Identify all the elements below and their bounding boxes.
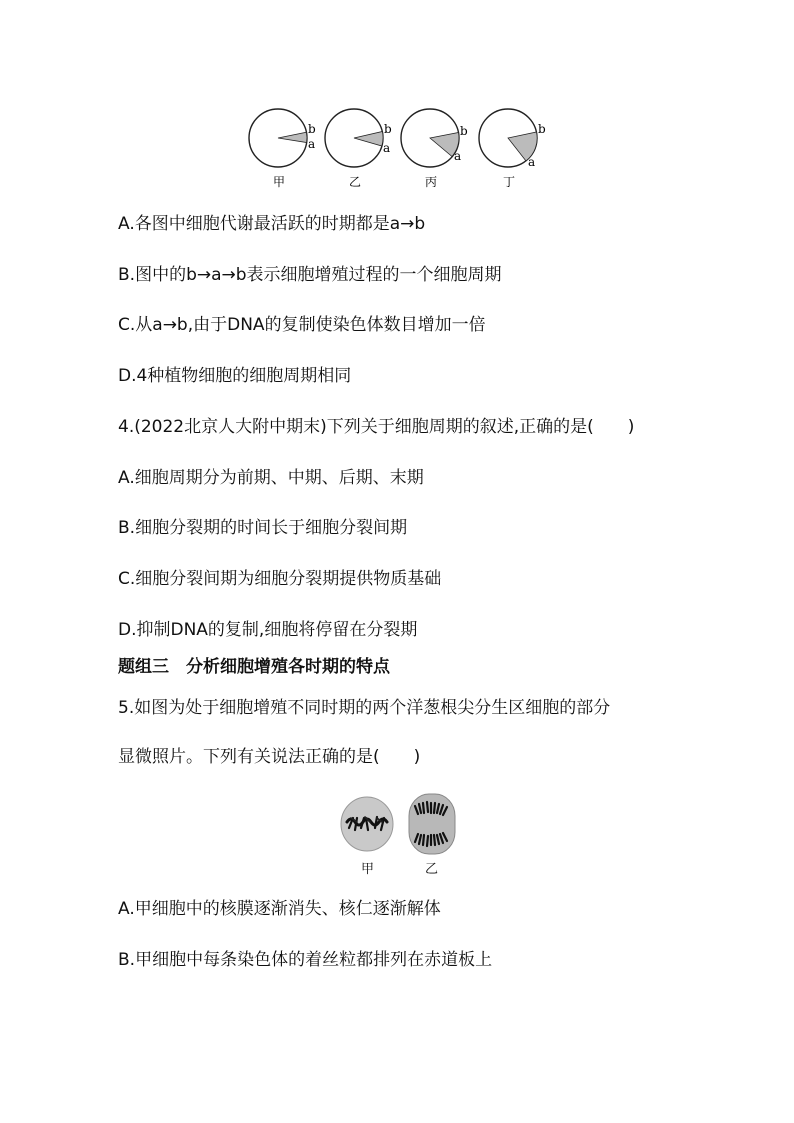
q5-stem-line1: 5.如图为处于细胞增殖不同时期的两个洋葱根尖分生区细胞的部分 <box>118 698 611 718</box>
circle-ding-b: b <box>538 122 546 136</box>
q4-option-b: B.细胞分裂期的时间长于细胞分裂间期 <box>118 518 408 538</box>
circle-bing-label: 丙 <box>425 175 438 189</box>
circle-jia-a: a <box>308 137 316 151</box>
q4-option-c: C.细胞分裂间期为细胞分裂期提供物质基础 <box>118 569 442 589</box>
circle-ding <box>479 109 546 189</box>
circle-yi-a: a <box>383 141 391 155</box>
circle-ding-label: 丁 <box>503 175 516 189</box>
circle-bing-b: b <box>460 124 468 138</box>
q3-option-a: A.各图中细胞代谢最活跃的时期都是a→b <box>118 214 426 234</box>
cell-cycle-circles-figure <box>240 100 560 195</box>
q5-stem-line2: 显微照片。下列有关说法正确的是( ) <box>118 747 421 767</box>
cell-cycle-circles-svg <box>240 100 560 195</box>
micrograph-cell-yi <box>409 794 455 854</box>
micrograph-label-jia: 甲 <box>361 862 375 877</box>
q3-option-b: B.图中的b→a→b表示细胞增殖过程的一个细胞周期 <box>118 265 502 285</box>
q5-option-b: B.甲细胞中每条染色体的着丝粒都排列在赤道板上 <box>118 950 493 970</box>
section-heading: 题组三 分析细胞增殖各时期的特点 <box>118 657 390 677</box>
circle-jia-b: b <box>308 122 316 136</box>
q4-option-d: D.抑制DNA的复制,细胞将停留在分裂期 <box>118 620 418 640</box>
micrograph-label-yi: 乙 <box>425 862 439 877</box>
q5-option-a: A.甲细胞中的核膜逐渐消失、核仁逐渐解体 <box>118 899 441 919</box>
micrograph-svg <box>335 790 465 860</box>
circle-bing <box>401 109 468 189</box>
micrograph-figure <box>335 790 465 880</box>
circle-jia <box>249 109 316 189</box>
circle-bing-a: a <box>454 149 462 163</box>
circle-ding-a: a <box>528 155 536 169</box>
q3-option-d: D.4种植物细胞的细胞周期相同 <box>118 366 352 386</box>
q4-option-a: A.细胞周期分为前期、中期、后期、末期 <box>118 468 424 488</box>
circle-yi-label: 乙 <box>349 175 362 189</box>
circle-yi-b: b <box>384 122 392 136</box>
q3-option-c: C.从a→b,由于DNA的复制使染色体数目增加一倍 <box>118 315 486 335</box>
circle-yi <box>325 109 392 189</box>
micrograph-cell-jia <box>341 797 393 851</box>
circle-jia-label: 甲 <box>273 175 286 189</box>
q4-stem: 4.(2022北京人大附中期末)下列关于细胞周期的叙述,正确的是( ) <box>118 417 635 437</box>
